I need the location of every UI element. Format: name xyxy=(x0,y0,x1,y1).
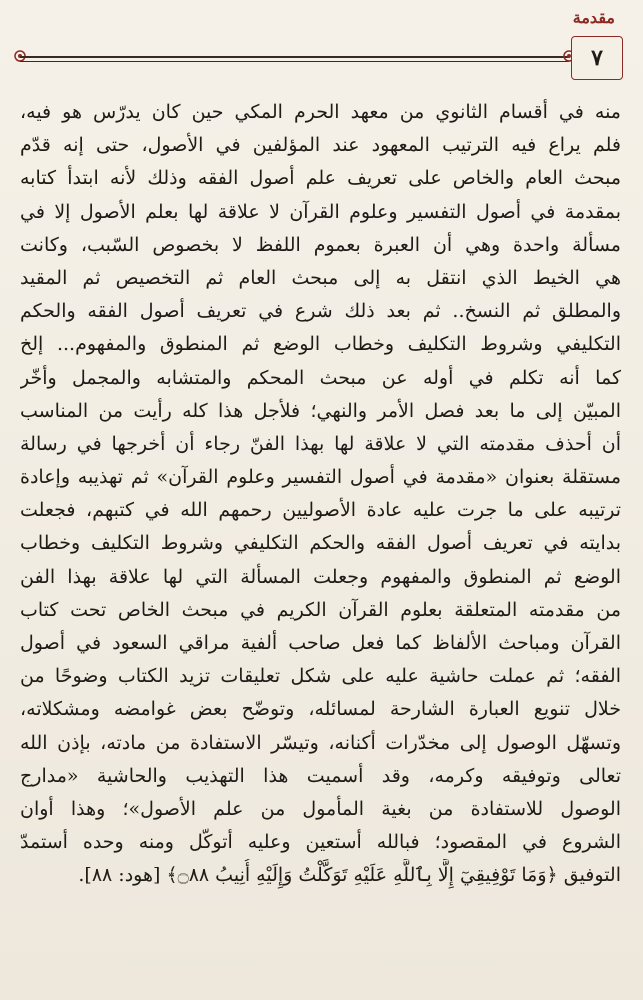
text-line: والمطلق ثم النسخ.. ثم بعد ذلك شرع في تعريف أصول الفقه والحكم xyxy=(20,300,621,323)
running-header-title: مقدمة xyxy=(572,8,615,27)
header-rule xyxy=(20,56,569,58)
text-line: مستقلة بعنوان «مقدمة في أصول التفسير وعلوم القرآن» ثم تهذيبه وإعادة xyxy=(20,466,621,489)
final-text-line xyxy=(20,859,621,892)
text-line: من مقدمته المتعلقة بعلوم القرآن الكريم في مبحث الخاص تحت كتاب xyxy=(20,598,621,621)
quran-verse: ﴿وَمَا تَوْفِيقِيٓ إِلَّا بِٱللَّهِ عَلَيْهِ تَوَكَّلْتُ وَإِلَيْهِ أُنِيبُ ۝٨٨﴾ xyxy=(166,864,558,887)
text-line: خلال تنويع العبارة الشارحة لمسائله، وتوضّح بعض غوامضه ومشكلاته، xyxy=(20,698,621,721)
text-line: وتسهّل الوصول إلى مخدّرات أكنانه، وتيسّر الاستفادة من مادته، بإذن الله xyxy=(20,731,621,754)
final-line-lead: التوفيق xyxy=(563,864,621,887)
text-line: الفقه؛ ثم عملت حاشية عليه على شكل تعليقات تزيد الكتاب وضوحًا من xyxy=(20,665,621,688)
text-line: منه في أقسام الثانوي من معهد الحرم المكي حين كان يدرّس هو فيه، xyxy=(20,101,621,123)
header-rule-thin xyxy=(20,61,569,62)
body-text xyxy=(20,96,621,893)
text-line: أن أحذف مقدمته التي لا علاقة لها بهذا الفنّ رجاء أن أخرجها في رسالة xyxy=(20,432,621,455)
text-line: كما أنه تكلم في أوله عن مبحث المحكم والمتشابه والمجمل وأخّر xyxy=(20,366,621,389)
text-line: تعالى وتوفيقه وكرمه، وقد أسميت هذا التهذيب والحاشية «مدارج xyxy=(20,764,621,787)
text-line: الشروع في المقصود؛ فبالله أستعين وعليه أتوكّل ومنه وحده أستمدّ xyxy=(20,831,621,854)
text-line: مسألة واحدة وهي أن العبرة بعموم اللفظ لا بخصوص السّبب، وكانت xyxy=(20,233,621,256)
text-line: التكليفي وشروط التكليف وخطاب الوضع ثم المنطوق والمفهوم... إلخ xyxy=(20,333,621,356)
text-line: القرآن ومباحث الألفاظ كما فعل صاحب ألفية مراقي السعود في أصول xyxy=(20,632,621,654)
text-line: بمقدمة في أصول التفسير وعلوم القرآن لا علاقة لها بعلم الأصول إلا في xyxy=(20,200,621,223)
verse-reference: [هود: ٨٨]. xyxy=(78,864,161,887)
text-line: مبحث العام والخاص على تعريف علم أصول الفقه وذلك لأنه ابتدأ كتابه xyxy=(20,167,621,190)
text-line: ترتيبه على ما جرت عليه عادة الأصوليين رحمهم الله في كتبهم، فجعلت xyxy=(20,499,621,522)
text-line: الوصول للاستفادة من بغية المأمول من علم الأصول»؛ وهذا أوان xyxy=(20,797,621,820)
text-line: الوضع ثم المنطوق والمفهوم وجعلت المسألة التي لها علاقة بهذا الفن xyxy=(20,565,621,588)
text-line: فلم يراع فيه الترتيب المعهود عند المؤلفين في الأصول، حتى إنه قدّم xyxy=(20,134,621,157)
text-line: بدايته في تعريف أصول الفقه والحكم التكليفي وشروط التكليف وخطاب xyxy=(20,532,621,555)
text-line: هي الخيط الذي انتقل به إلى مبحث العام ثم التخصيص ثم المقيد xyxy=(20,266,621,289)
page-number: ٧ xyxy=(571,36,623,80)
text-line: المبيّن إلى ما بعد فصل الأمر والنهي؛ فلأجل هذا كله رأيت من المناسب xyxy=(20,399,621,422)
